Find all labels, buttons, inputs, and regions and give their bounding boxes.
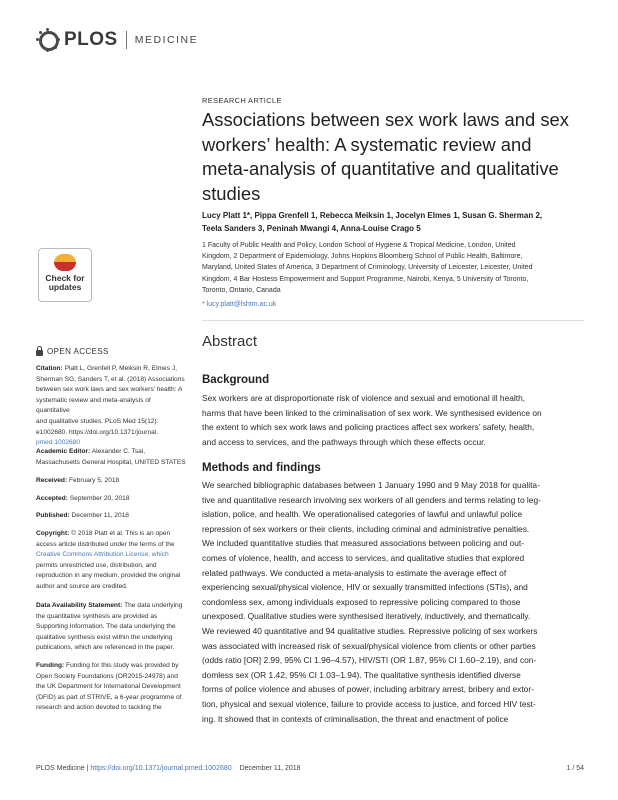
page-number: 1 / 54 [566, 765, 584, 772]
background-heading: Background [202, 374, 270, 386]
paragraph-line: tion, physical and sexual violence, failure to provide access to justice, and forced HIV test- [202, 698, 536, 709]
paragraph-line: and access to services, and the pathways through which these effects occur. [202, 436, 486, 447]
paragraph-line: the extent to which sex work laws and policing practices affect sex workers’ safety, health, [202, 422, 535, 433]
citation-block [36, 364, 186, 449]
affiliations [202, 240, 584, 296]
citation-line: Sherman SG, Sanders T, et al. (2018) Associations [36, 375, 185, 383]
license-link[interactable]: Creative Commons Attribution License, which [36, 551, 169, 559]
paragraph-line: We searched bibliographic databases between 1 January 1990 and 9 May 2018 for qualita- [202, 480, 540, 490]
data-line: publications, which are referenced in the paper. [36, 644, 175, 652]
data-availability-label: Data Availability Statement: [36, 602, 123, 609]
copyright-line: author and source are credited. [36, 582, 128, 590]
paragraph-line: related pathways. We conducted a meta-analysis to estimate the average effect of [202, 567, 507, 578]
crossmark-icon [54, 254, 76, 270]
paragraph-line: unexposed. Qualitative studies were synthesised iteratively, inductively, and thematically. [202, 611, 531, 622]
accepted-label: Accepted: [36, 495, 68, 502]
paragraph-line: comes of violence, health, and access to services, and qualitative studies that explored [202, 552, 525, 563]
editor-line: Alexander C. Tsai, [91, 448, 146, 455]
journal-name: MEDICINE [134, 34, 199, 46]
editor-label: Academic Editor: [36, 448, 91, 455]
open-access-text: OPEN ACCESS [47, 347, 109, 356]
citation-line: e1002680. https://doi.org/10.1371/journal. [36, 428, 159, 436]
affiliation-line: Maryland, United States of America, 3 Department of Criminology, University of Leicester, Leicester, United [202, 264, 533, 272]
paragraph-line: We reviewed 40 quantitative and 94 qualitative studies. Repressive policing of sex workers [202, 625, 538, 636]
received-block [36, 476, 186, 487]
paragraph-line: harms that have been linked to the criminalisation of sex work. We synthesised evidence on [202, 407, 542, 418]
received-label: Received: [36, 477, 68, 484]
copyright-label: Copyright: [36, 530, 70, 537]
data-line: The data underlying [124, 602, 183, 609]
funding-label: Funding: [36, 662, 65, 669]
received-date: February 5, 2018 [69, 477, 120, 484]
copyright-block [36, 529, 186, 593]
copyright-line: © 2018 Platt et al. This is an open [71, 530, 171, 537]
funding-block [36, 661, 186, 714]
methods-paragraph [202, 478, 584, 726]
author-list [202, 210, 584, 235]
divider [202, 320, 584, 321]
brand-name: PLOS [64, 29, 118, 50]
data-line: qualitative synthesis exist within the underlying [36, 633, 173, 641]
citation-line: and qualitative studies. PLoS Med 15(12): [36, 417, 159, 425]
article-title [202, 108, 584, 206]
footer-doi-link[interactable]: https://doi.org/10.1371/journal.pmed.1002680 [90, 765, 232, 772]
funding-line: (DFID) as part of STRIVE, a 6-year programme of [36, 693, 182, 701]
paragraph-line: was associated with increased risk of sexual/physical violence from clients or other parties [202, 640, 536, 651]
copyright-line: permits unrestricted use, distribution, and [36, 561, 157, 569]
funding-line: Open Society Foundations (OR2015-24978) and [36, 672, 178, 680]
abstract-heading: Abstract [202, 333, 258, 350]
plos-logo-icon [36, 28, 60, 52]
data-line: Supporting Information. The data underlying the [36, 623, 176, 631]
funding-line: research and action devoted to tackling the [36, 704, 162, 712]
logo-divider [126, 31, 127, 49]
footer-citation [36, 765, 301, 772]
paragraph-line: (odds ratio [OR] 2.99, 95% CI 1.96–4.57), HIV/STI (OR 1.87, 95% CI 1.60–2.19), and con- [202, 655, 537, 666]
funding-line: Funding for this study was provided by [66, 662, 179, 669]
affiliation-line: Toronto, Ontario, Canada [202, 286, 281, 294]
accepted-block [36, 494, 186, 505]
corresponding-email-link[interactable]: * lucy.platt@lshtm.ac.uk [202, 301, 277, 308]
citation-line: systematic review and meta-analysis of quantitative [36, 396, 151, 415]
published-date: December 11, 2018 [71, 512, 129, 519]
footer-journal: PLOS Medicine | [36, 765, 89, 772]
accepted-date: September 20, 2018 [69, 495, 130, 502]
title-line: studies [202, 182, 261, 204]
paragraph-line: tive and quantitative research involving sex workers of all genders and terms relating to leg- [202, 494, 541, 505]
affiliation-line: 1 Faculty of Public Health and Policy, London School of Hygiene & Tropical Medicine, London, United [202, 242, 516, 249]
data-availability-block [36, 601, 186, 654]
paragraph-line: condomless sex, among individuals exposed to repressive policing compared to those [202, 596, 521, 607]
paragraph-line: experiencing sexual/physical violence, HIV or sexually transmitted infections (STIs), and [202, 582, 528, 593]
author-line: Lucy Platt 1*, Pippa Grenfell 1, Rebecca Meiksin 1, Jocelyn Elmes 1, Susan G. Sherman 2, [202, 211, 543, 220]
paragraph-line: forms of police violence and abuses of power, including arbitrary arrest, bribery and extor- [202, 684, 534, 695]
published-label: Published: [36, 512, 70, 519]
paragraph-line: We included quantitative studies that measured associations between policing and out- [202, 538, 525, 549]
editor-block [36, 447, 186, 468]
affiliation-line: Kingdom, 2 Department of Epidemiology, Johns Hopkins Bloomberg School of Public Health, Baltimore, [202, 253, 523, 261]
paragraph-line: Sex workers are at disproportionate risk of violence and sexual and emotional ill health, [202, 393, 526, 403]
article-type: RESEARCH ARTICLE [202, 96, 282, 105]
published-block [36, 511, 186, 522]
affiliation-line: Kingdom, 4 Bar Hostess Empowerment and Support Programme, Nairobi, Kenya, 5 University of Toronto, [202, 275, 529, 283]
journal-logo[interactable] [36, 28, 198, 52]
title-line: meta-analysis of quantitative and qualitative [202, 158, 559, 179]
editor-line: Massachusetts General Hospital, UNITED STATES [36, 458, 186, 466]
footer-date: December 11, 2018 [239, 765, 301, 772]
copyright-line: access article distributed under the terms of the [36, 540, 175, 548]
methods-heading: Methods and findings [202, 462, 321, 474]
badge-line-2: updates [48, 282, 82, 292]
title-line: Associations between sex work laws and sex [202, 109, 569, 130]
citation-label: Citation: [36, 365, 63, 372]
check-for-updates-button[interactable] [38, 248, 92, 302]
unlock-icon [36, 350, 43, 356]
citation-line: between sex work laws and sex workers’ health: A [36, 386, 183, 394]
author-line: Teela Sanders 3, Peninah Mwangi 4, Anna-Louise Crago 5 [202, 223, 421, 233]
background-paragraph [202, 391, 584, 449]
paragraph-line: ing. It showed that in contexts of criminalisation, the threat and enactment of police [202, 713, 509, 724]
title-line: workers’ health: A systematic review and [202, 133, 532, 155]
open-access-label [36, 347, 109, 356]
data-line: the quantitative synthesis are provided as [36, 612, 158, 620]
paragraph-line: repression of sex workers or their clients, including criminal and administrative penalties. [202, 523, 530, 534]
funding-line: the UK Department for International Development [36, 683, 181, 691]
copyright-line: reproduction in any medium, provided the original [36, 572, 181, 580]
citation-doi-link[interactable]: pmed.1002680 [36, 439, 80, 447]
paragraph-line: domless sex (OR 1.42, 95% CI 1.03–1.94). The qualitative synthesis identified diverse [202, 669, 521, 680]
badge-line-1: Check for [45, 273, 85, 283]
citation-line: Platt L, Grenfell P, Meiksin R, Elmes J, [64, 365, 177, 372]
paragraph-line: islation, police, and health. We operationalised categories of lawful and unlawful police [202, 509, 523, 520]
